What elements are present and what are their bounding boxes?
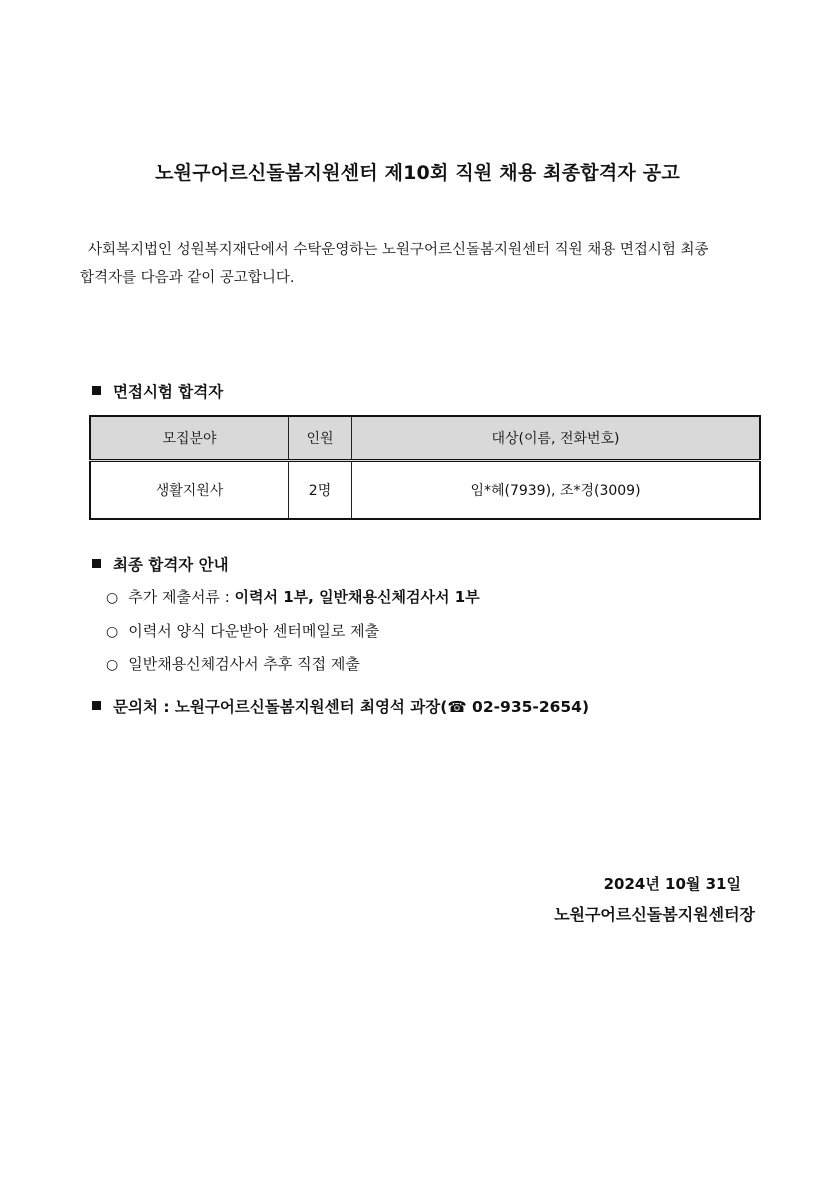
document-date: 2024년 10월 31일 <box>603 875 741 893</box>
cell-count: 2명 <box>289 461 352 520</box>
cell-field: 생활지원사 <box>90 461 289 520</box>
square-bullet-icon <box>92 559 101 568</box>
results-table <box>89 415 761 520</box>
circle-bullet-icon: ○ <box>106 624 119 640</box>
interview-heading-text: 면접시험 합격자 <box>113 383 224 401</box>
column-header-targets: 대상(이름, 전화번호) <box>352 416 761 461</box>
document-signer: 노원구어르신돌봄지원센터장 <box>554 905 755 924</box>
square-bullet-icon <box>92 386 101 395</box>
guide-item-3-text: 일반채용신체검사서 추후 직접 제출 <box>128 655 360 673</box>
table-header-row <box>90 416 760 461</box>
cell-targets: 임*혜(7939), 조*경(3009) <box>352 461 761 520</box>
guide-item-1-prefix: 추가 제출서류 : <box>128 588 235 606</box>
contact-line <box>92 695 589 717</box>
intro-line-2: 합격자를 다음과 같이 공고합니다. <box>80 270 295 286</box>
square-bullet-icon <box>92 701 101 710</box>
guide-section-heading <box>92 553 229 575</box>
guide-item-2-text: 이력서 양식 다운받아 센터메일로 제출 <box>128 622 380 640</box>
contact-text: 문의처 : 노원구어르신돌봄지원센터 최영석 과장(☎ 02-935-2654) <box>113 698 590 716</box>
circle-bullet-icon: ○ <box>106 590 119 606</box>
guide-item-3 <box>106 653 360 674</box>
guide-item-2 <box>106 620 379 641</box>
interview-section-heading <box>92 380 223 402</box>
guide-item-1 <box>106 586 480 607</box>
column-header-field: 모집분야 <box>90 416 289 461</box>
circle-bullet-icon: ○ <box>106 657 119 673</box>
table-row <box>90 461 760 520</box>
guide-heading-text: 최종 합격자 안내 <box>113 556 229 574</box>
guide-item-1-emphasis: 이력서 1부, 일반채용신체검사서 1부 <box>234 588 480 606</box>
column-header-count: 인원 <box>289 416 352 461</box>
intro-line-1: 사회복지법인 성원복지재단에서 수탁운영하는 노원구어르신돌봄지원센터 직원 채용 면접시험 최종 <box>88 242 709 258</box>
page-title: 노원구어르신돌봄지원센터 제10회 직원 채용 최종합격자 공고 <box>155 162 680 184</box>
